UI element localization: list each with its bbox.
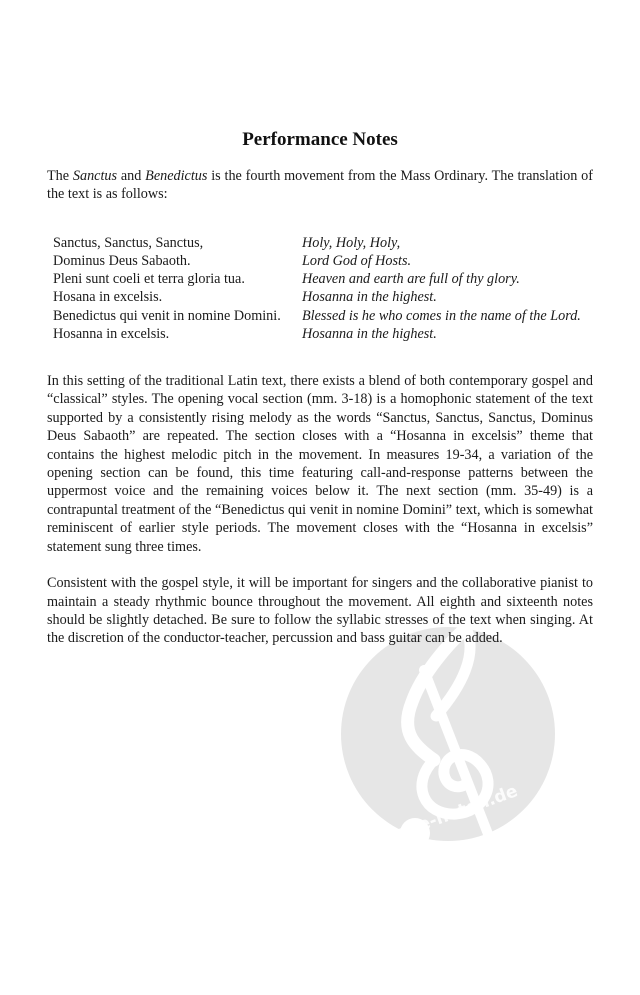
english-text: Blessed is he who comes in the name of the Lord. (302, 307, 581, 324)
translation-row (53, 325, 593, 343)
english-text: Hosanna in the highest. (302, 289, 437, 306)
intro-text: is the fourth movement from the Mass Ordinary. The translation of the text is as follows: (47, 168, 593, 203)
translation-row (53, 288, 593, 306)
translation-row (53, 234, 593, 252)
latin-text: Hosanna in excelsis. (53, 325, 170, 342)
latin-text: Sanctus, Sanctus, Sanctus, (53, 234, 204, 251)
translation-row (53, 252, 593, 270)
latin-text: Benedictus qui venit in nomine Domini. (53, 307, 281, 324)
english-text: Holy, Holy, Holy, (302, 234, 401, 251)
intro-text: and (117, 168, 146, 184)
english-text: Lord God of Hosts. (302, 253, 412, 270)
english-text: Heaven and earth are full of thy glory. (302, 271, 520, 288)
latin-text: Pleni sunt coeli et terra gloria tua. (53, 271, 245, 288)
english-text: Hosanna in the highest. (302, 325, 437, 342)
latin-text: Dominus Deus Sabaoth. (53, 253, 191, 270)
latin-text: Hosana in excelsis. (53, 289, 163, 306)
performance-guidance-paragraph: Consistent with the gospel style, it will be important for singers and the collaborative pianist to maintain a steady rhythmic bounce throughout the movement. All eighth and sixteenth notes should be slightly detached. Be sure to follow the syllabic stresses of the text when singing. At the discretion of the conductor-teacher, percussion and bass guitar can be added. (47, 575, 593, 647)
intro-paragraph (47, 167, 593, 204)
page-title: Performance Notes (242, 129, 398, 150)
intro-sanctus: Sanctus (72, 168, 118, 184)
translation-table (53, 234, 593, 343)
setting-description-paragraph: In this setting of the traditional Latin text, there exists a blend of both contemporary gospel and “classical” styles. The opening vocal section (mm. 3-18) is a homophonic statement of the text supported by a consistently rising melody as the words “Sanctus, Sanctus, Sanctus, Dominus Deus Sabaoth” are repeated. The section closes with a “Hosanna in excelsis” theme that contains the highest melodic pitch in the movement. In measures 19-34, a variation of the opening section can be found, this time featuring call-and-response patterns between the uppermost voice and the remaining voices below it. The next section (mm. 35-49) is a contrapuntal treatment of the “Benedictus qui venit in nomine Domini” text, which is somewhat reminiscent of earlier style periods. The movement closes with the “Hosanna in excelsis” statement sung three times. (47, 373, 593, 555)
performance-notes (47, 128, 593, 648)
translation-row (53, 270, 593, 288)
intro-text: The (47, 168, 73, 184)
intro-benedictus: Benedictus (145, 168, 208, 184)
watermark-text: alle-noten.de (393, 781, 521, 844)
watermark (338, 624, 558, 844)
translation-row (53, 307, 593, 325)
